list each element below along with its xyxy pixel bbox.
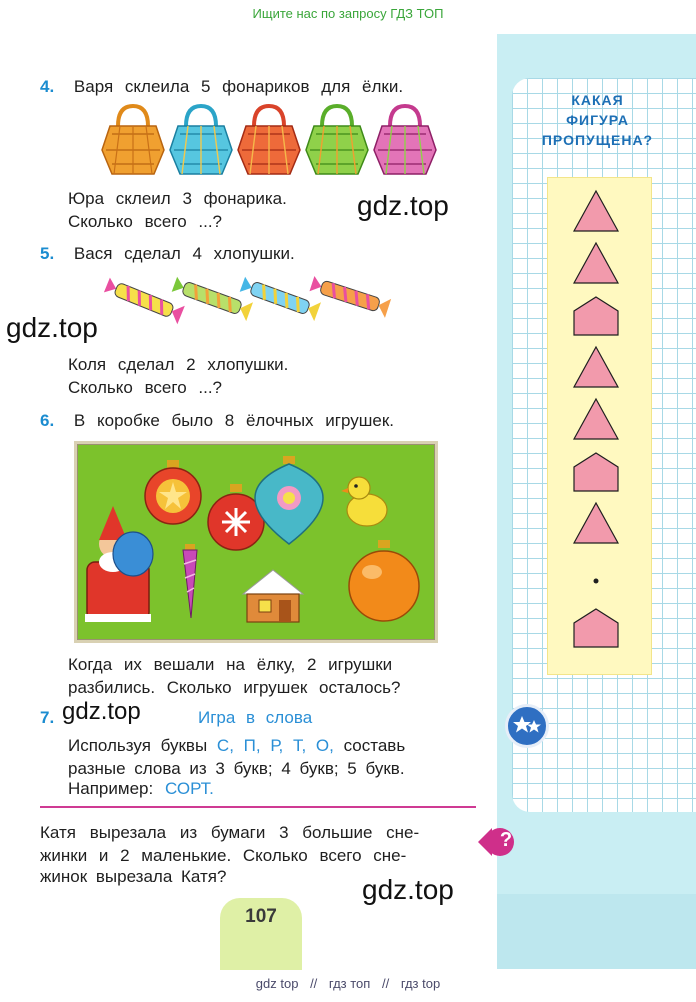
task7-line1	[68, 734, 405, 758]
bottom-banner-sep: //	[310, 976, 318, 991]
bottom-banner-sep: //	[381, 976, 390, 991]
side-title-line: КАКАЯ	[571, 92, 624, 108]
task4-text: Варя склеила 5 фонариков для ёлки.	[73, 77, 404, 96]
pentagon-shape	[574, 453, 618, 491]
triangle-shape	[574, 399, 618, 439]
icicle-ornament-icon	[183, 544, 197, 618]
task5-number: 5.	[40, 244, 55, 263]
stars-icon	[508, 707, 546, 745]
drop-ornament-icon	[255, 456, 323, 544]
task4-line2: Юра склеил 3 фонарика.	[68, 189, 287, 208]
task7-line3-start: Например:	[68, 779, 154, 798]
santa-ornament-icon	[85, 506, 153, 622]
crackers-illustration	[100, 272, 412, 336]
side-card-title	[520, 90, 675, 150]
divider	[40, 806, 476, 808]
letter-p: П,	[243, 736, 261, 755]
pentagon-shape	[574, 297, 618, 335]
ornaments-illustration	[77, 444, 435, 640]
star-badge[interactable]	[505, 704, 549, 748]
task5-line3: Сколько всего ...?	[68, 378, 222, 397]
task6-number: 6.	[40, 411, 55, 430]
question-badge-label: ?	[499, 829, 513, 851]
bonus-line3: жинок вырезала Катя?	[40, 867, 227, 886]
lantern-icon	[102, 106, 164, 174]
ball-ornament-icon	[349, 540, 419, 621]
shape-sequence	[560, 185, 640, 655]
task5-text: Вася сделал 4 хлопушки.	[73, 244, 295, 263]
task7-title	[198, 708, 312, 728]
letter-c: С,	[216, 736, 234, 755]
cracker-icon	[309, 274, 391, 318]
cracker-icon	[239, 275, 321, 321]
watermark: gdz.top	[362, 874, 454, 905]
watermark: gdz.top	[6, 312, 98, 343]
task5-line2: Коля сделал 2 хлопушки.	[68, 355, 289, 374]
triangle-shape	[574, 191, 618, 231]
side-title-line: ФИГУРА	[566, 112, 629, 128]
bonus-line2: жинки и 2 маленькие. Сколько всего сне-	[40, 846, 407, 865]
house-ornament-icon	[243, 570, 303, 622]
lantern-icon	[306, 106, 368, 174]
bottom-banner-text: gdz top	[255, 976, 299, 991]
task5-line1	[40, 242, 295, 266]
task4-line3: Сколько всего ...?	[68, 212, 222, 231]
lantern-icon	[170, 106, 232, 174]
page-number: 107	[245, 906, 277, 927]
top-banner: Ищите нас по запросу ГДЗ ТОП	[252, 6, 444, 21]
pentagon-shape	[574, 609, 618, 647]
task4-number: 4.	[40, 77, 55, 96]
task7-title-text: Игра в слова	[198, 708, 313, 727]
task7-line2: разные слова из 3 букв; 4 букв; 5 букв.	[68, 759, 405, 778]
triangle-shape	[574, 347, 618, 387]
task7-line1-end: составь	[343, 736, 406, 755]
task4-line1	[40, 75, 403, 99]
task6-line2: Когда их вешали на ёлку, 2 игрушки	[68, 655, 393, 674]
cracker-icon	[103, 276, 185, 325]
side-title-line: ПРОПУЩЕНА?	[541, 132, 654, 148]
chick-ornament-icon	[341, 477, 387, 526]
lantern-icon	[374, 106, 436, 174]
task6-text: В коробке было 8 ёлочных игрушек.	[73, 411, 394, 430]
ball-ornament-icon	[145, 460, 201, 524]
watermark: gdz.top	[357, 190, 449, 221]
letter-o: О,	[315, 736, 334, 755]
task6-line3: разбились. Сколько игрушек осталось?	[68, 678, 401, 697]
watermark: gdz.top	[62, 698, 141, 725]
missing-shape-dot	[594, 579, 599, 584]
bottom-banner-text: гдз топ	[328, 976, 371, 991]
lantern-icon	[238, 106, 300, 174]
task7-line1-start: Используя буквы	[68, 736, 208, 755]
task7-line3	[68, 777, 214, 801]
triangle-shape	[574, 243, 618, 283]
bonus-line1: Катя вырезала из бумаги 3 большие сне-	[40, 823, 420, 842]
lanterns-illustration	[100, 104, 440, 180]
cracker-icon	[171, 275, 253, 321]
task7-number-text: 7.	[40, 708, 55, 727]
task7-number	[40, 708, 54, 728]
bottom-banner-text: гдз top	[400, 976, 441, 991]
task7-example: СОРТ.	[164, 779, 214, 798]
bottom-banner	[0, 976, 696, 991]
triangle-shape	[574, 503, 618, 543]
letter-t: Т,	[292, 736, 307, 755]
task6-line1	[40, 409, 394, 433]
letter-r: Р,	[270, 736, 284, 755]
